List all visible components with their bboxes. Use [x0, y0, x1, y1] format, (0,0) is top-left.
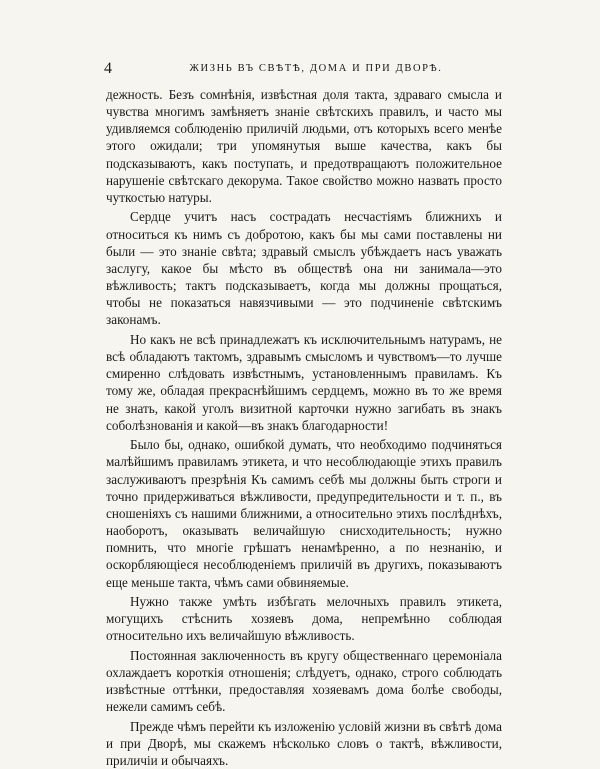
paragraph: Постоянная заключенность въ кругу общественнаго церемоніала охлаждаетъ короткія отношенія; слѣдуетъ, однако, строго соблюдать извѣстные оттѣнки, предоставляя хозяевамъ дома болѣе свободы, нежели самимъ себѣ.	[106, 647, 502, 715]
page-number: 4	[104, 60, 112, 77]
body-text	[106, 86, 502, 769]
paragraph: Нужно также умѣть избѣгать мелочныхъ правилъ этикета, могущихъ стѣснить хозяевъ дома, непремѣнно соблюдая относительно ихъ величайшую вѣжливость.	[106, 594, 502, 644]
page-header	[104, 60, 502, 80]
paragraph: дежность. Безъ сомнѣнія, извѣстная доля такта, здраваго смысла и чувства многимъ замѣняетъ знаніе свѣтскихъ правилъ, и часто мы удивляемся соблюденію приличій людьми, отъ которыхъ всего менѣе этого ожидали; три упомянутыя выше качества, какъ бы подсказываютъ, какъ поступать, и предотвращаютъ положительное нарушеніе свѣтскаго декорума. Такое свойство можно назвать просто чуткостью натуры.	[106, 87, 502, 205]
paragraph: Прежде чѣмъ перейти къ изложенію условій жизни въ свѣтѣ дома и при Дворѣ, мы скажемъ нѣсколько словъ о тактѣ, вѣжливости, приличіи и обычаяхъ.	[106, 718, 502, 769]
paragraph: Сердце учитъ насъ сострадать несчастіямъ ближнихъ и относиться къ нимъ съ добротою, какъ бы мы сами поставлены ни были — это знаніе свѣта; здравый смыслъ убѣждаетъ насъ уважать заслугу, какое бы мѣсто въ обществѣ она ни занимала—это вѣжливость; тактъ подсказываетъ, когда мы должны прощаться, чтобы не показаться навязчивыми — это подчиненіе свѣтскимъ законамъ.	[106, 209, 502, 328]
running-head: ЖИЗНЬ ВЪ СВѢТѢ, ДОМА И ПРИ ДВОРѢ.	[189, 63, 443, 74]
paragraph: Но какъ не всѣ принадлежатъ къ исключительнымъ натурамъ, не всѣ обладаютъ тактомъ, здравымъ смысломъ и чувствомъ—то лучше смиренно слѣдовать извѣстнымъ, установленнымъ правиламъ. Къ тому же, обладая прекраснѣйшимъ сердцемъ, можно въ то же время не знать, какой уголъ визитной карточки нужно загибать въ знакъ соболѣзнованія и какой—въ знакъ благодарности!	[106, 331, 502, 433]
paragraph: Было бы, однако, ошибкой думать, что необходимо подчиняться малѣйшимъ правиламъ этикета, и что несоблюдающіе этихъ правилъ заслуживаютъ презрѣнія Къ самимъ себѣ мы должны быть строги и точно придерживаться вѣжливости, предупредительности и т. п., въ сношеніяхъ съ нашими ближними, а относительно этихъ послѣднѣхъ, наоборотъ, оказывать величайшую снисходительность; нужно помнить, что многіе грѣшатъ ненамѣренно, а по незнанію, и оскорбляющіеся несоблюденіемъ приличій въ другихъ, показываютъ еще меньше такта, чѣмъ сами обвиняемые.	[106, 437, 502, 590]
